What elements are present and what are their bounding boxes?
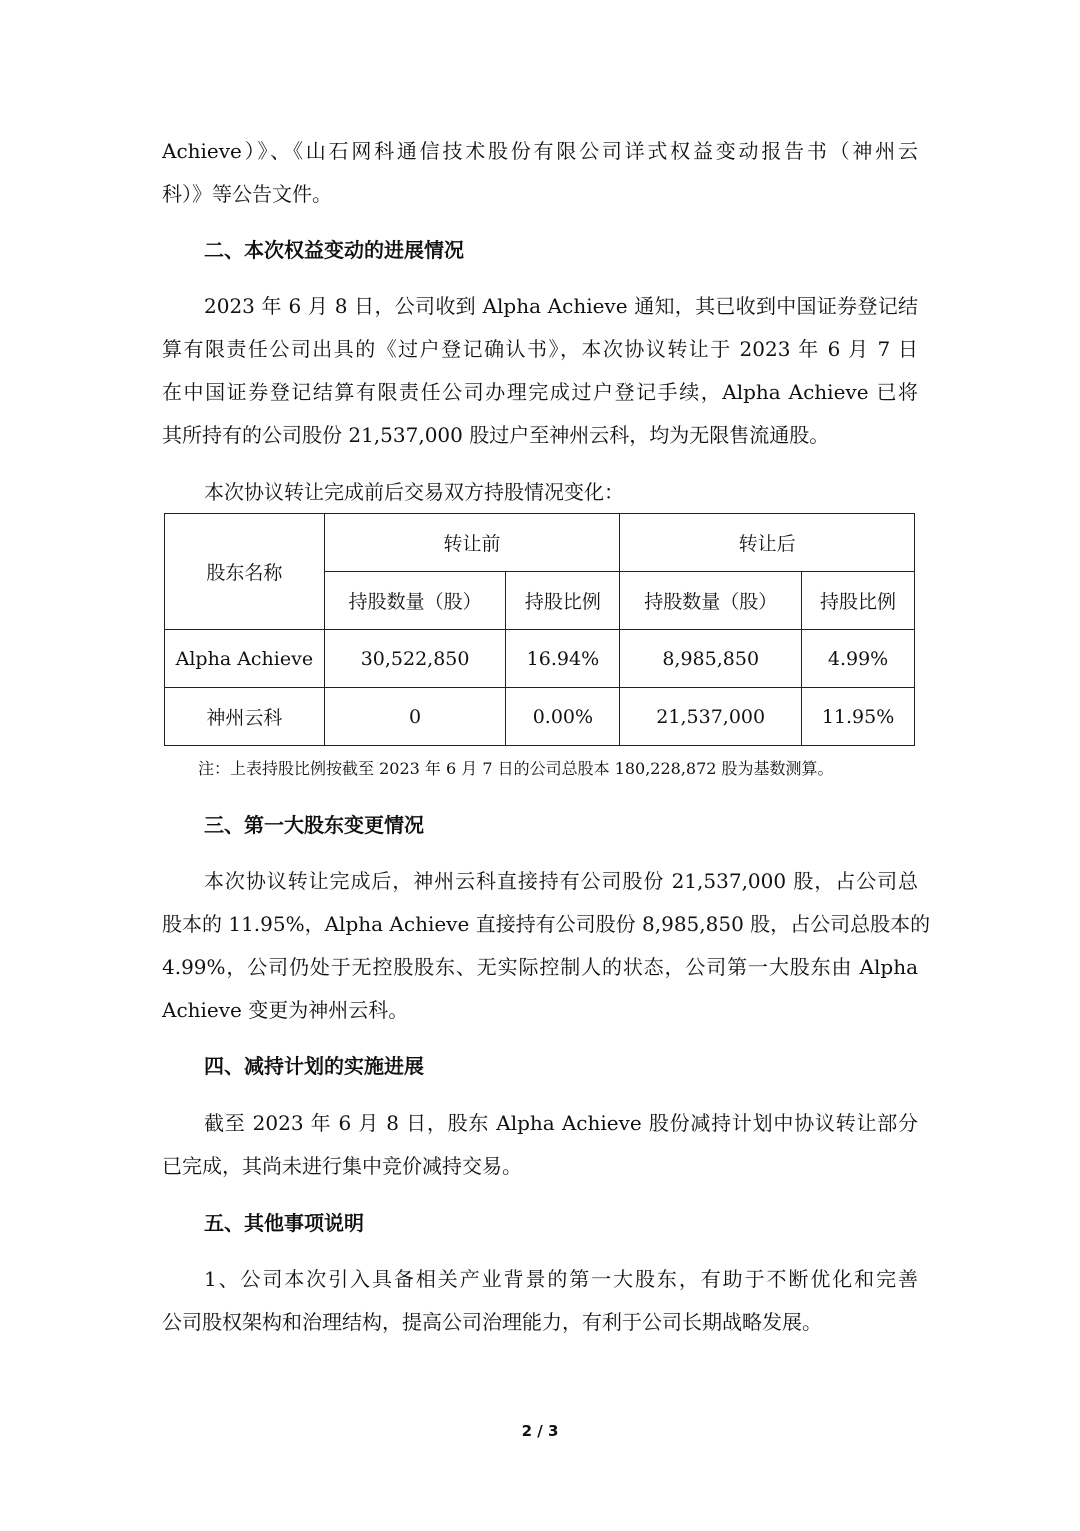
header-before-ratio: 持股比例	[506, 572, 620, 630]
paragraph-line: 4.99%，公司仍处于无控股股东、无实际控制人的状态，公司第一大股东由 Alpha	[162, 955, 918, 979]
paragraph-line: 股本的 11.95%，Alpha Achieve 直接持有公司股份 8,985,850 股，占公司总股本的	[162, 912, 931, 936]
section-5-paragraph	[162, 1258, 918, 1344]
intro-line-2: 科）》等公告文件。	[162, 182, 332, 206]
intro-paragraph	[162, 130, 918, 216]
table-intro-text: 本次协议转让完成前后交易双方持股情况变化：	[204, 480, 624, 504]
table-row	[165, 688, 915, 746]
header-before-transfer: 转让前	[324, 514, 620, 572]
cell-before-shares: 30,522,850	[324, 630, 506, 688]
table-note: 注：上表持股比例按截至 2023 年 6 月 7 日的公司总股本 180,228,872 股为基数测算。	[198, 759, 834, 778]
paragraph-line: 在中国证券登记结算有限责任公司办理完成过户登记手续，Alpha Achieve 已将	[162, 380, 918, 404]
section-5-heading: 五、其他事项说明	[204, 1211, 364, 1235]
cell-before-ratio: 16.94%	[506, 630, 620, 688]
cell-before-ratio: 0.00%	[506, 688, 620, 746]
paragraph-line: 已完成，其尚未进行集中竞价减持交易。	[162, 1154, 522, 1178]
section-3-heading: 三、第一大股东变更情况	[204, 813, 424, 837]
paragraph-line: 2023 年 6 月 8 日，公司收到 Alpha Achieve 通知，其已收到中国证券登记结	[204, 294, 918, 318]
header-shareholder-name: 股东名称	[165, 514, 325, 630]
header-after-ratio: 持股比例	[802, 572, 915, 630]
shareholding-table	[164, 513, 915, 746]
header-before-shares: 持股数量（股）	[324, 572, 506, 630]
page-number: 2 / 3	[521, 1422, 559, 1440]
table-intro	[162, 471, 918, 514]
section-2-heading: 二、本次权益变动的进展情况	[204, 238, 464, 262]
paragraph-line: 截至 2023 年 6 月 8 日，股东 Alpha Achieve 股份减持计划中协议转让部分	[204, 1111, 918, 1135]
paragraph-line: Achieve 变更为神州云科。	[162, 998, 409, 1022]
table-header-row	[165, 514, 915, 572]
intro-line-1: Achieve）》、《山石网科通信技术股份有限公司详式权益变动报告书（神州云	[162, 139, 918, 163]
cell-before-shares: 0	[324, 688, 506, 746]
table-row	[165, 630, 915, 688]
header-after-transfer: 转让后	[620, 514, 915, 572]
cell-name: Alpha Achieve	[165, 630, 325, 688]
header-after-shares: 持股数量（股）	[620, 572, 802, 630]
paragraph-line: 1、公司本次引入具备相关产业背景的第一大股东，有助于不断优化和完善	[204, 1267, 918, 1291]
cell-after-shares: 8,985,850	[620, 630, 802, 688]
cell-after-ratio: 4.99%	[802, 630, 915, 688]
section-4-heading: 四、减持计划的实施进展	[204, 1054, 424, 1078]
paragraph-line: 算有限责任公司出具的《过户登记确认书》，本次协议转让于 2023 年 6 月 7 日	[162, 337, 918, 361]
paragraph-line: 本次协议转让完成后，神州云科直接持有公司股份 21,537,000 股，占公司总	[204, 869, 918, 893]
paragraph-line: 公司股权架构和治理结构，提高公司治理能力，有利于公司长期战略发展。	[162, 1310, 822, 1334]
section-3-paragraph	[162, 860, 931, 1032]
section-4-paragraph	[162, 1102, 918, 1188]
cell-name: 神州云科	[165, 688, 325, 746]
cell-after-ratio: 11.95%	[802, 688, 915, 746]
section-2-paragraph	[162, 285, 918, 457]
paragraph-line: 其所持有的公司股份 21,537,000 股过户至神州云科，均为无限售流通股。	[162, 423, 830, 447]
cell-after-shares: 21,537,000	[620, 688, 802, 746]
